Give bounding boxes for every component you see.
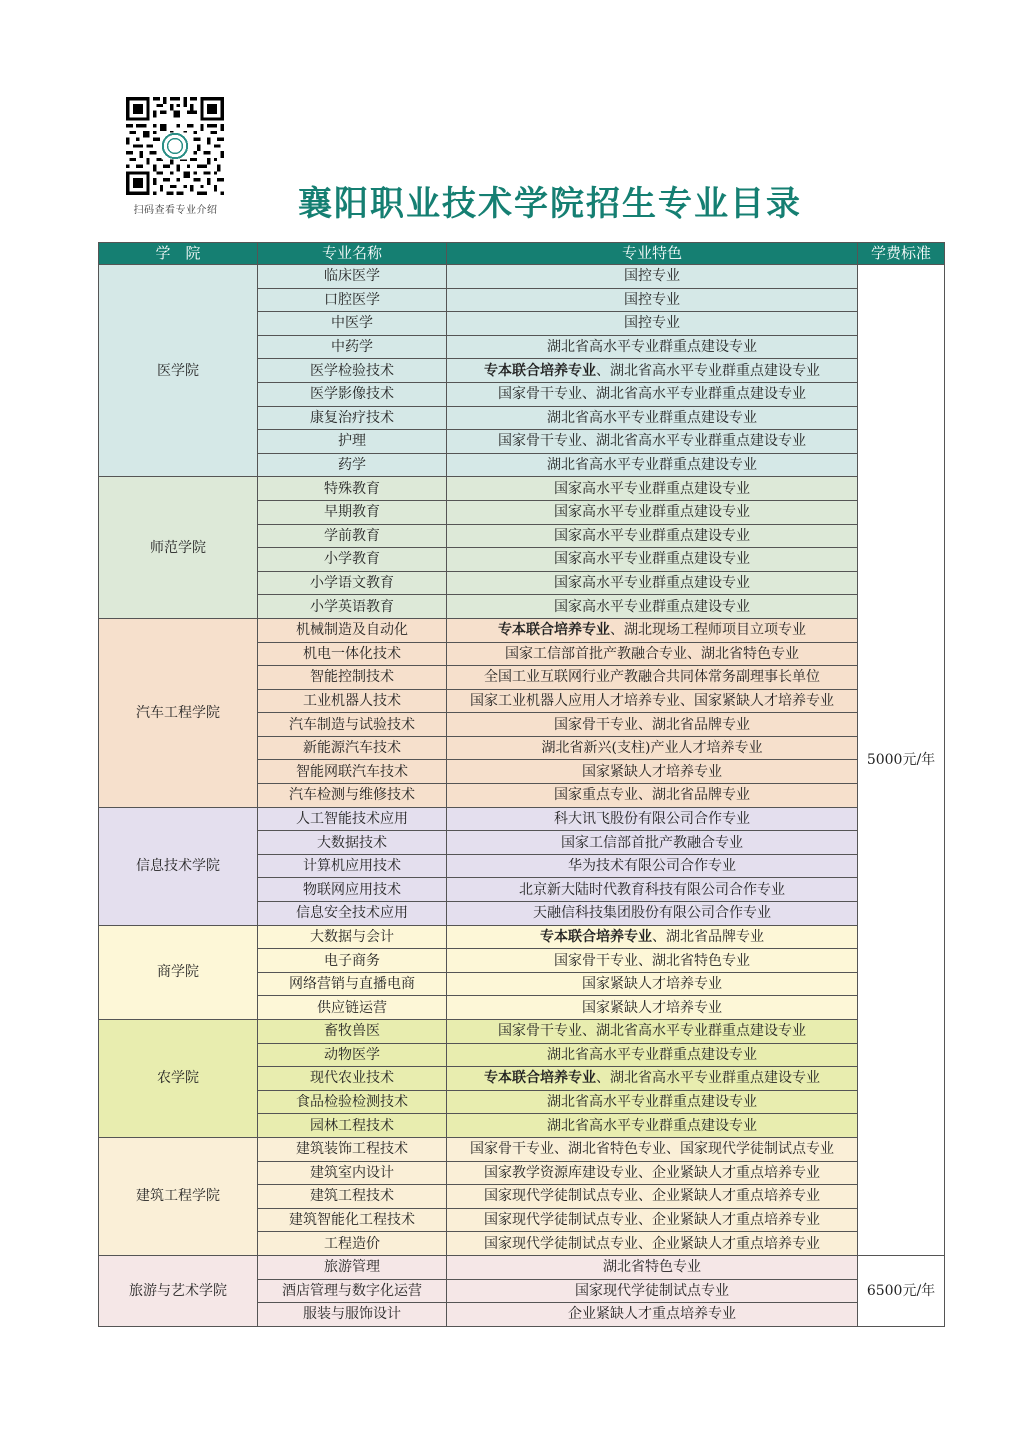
major-name: 酒店管理与数字化运营 xyxy=(258,1279,447,1303)
feature-text: 天融信科技集团股份有限公司合作专业 xyxy=(533,905,771,922)
feature-text: 国家高水平专业群重点建设专业 xyxy=(554,551,750,568)
feature-highlight: 专本联合培养专业 xyxy=(484,1070,596,1087)
major-name: 汽车制造与试验技术 xyxy=(258,713,447,737)
major-feature xyxy=(447,477,858,501)
major-name: 小学英语教育 xyxy=(258,595,447,619)
feature-text: 北京新大陆时代教育科技有限公司合作专业 xyxy=(519,881,785,898)
major-name: 智能控制技术 xyxy=(258,666,447,690)
college-name: 医学院 xyxy=(99,265,258,477)
major-feature xyxy=(447,1137,858,1161)
header-major-feature: 专业特色 xyxy=(447,243,858,265)
table-row xyxy=(99,1020,945,1044)
feature-text: 国家紧缺人才培养专业 xyxy=(582,976,722,993)
major-name: 康复治疗技术 xyxy=(258,406,447,430)
feature-highlight: 专本联合培养专业 xyxy=(540,928,652,945)
feature-text: 国家现代学徒制试点专业 xyxy=(575,1282,729,1299)
feature-text: 国家骨干专业、湖北省高水平专业群重点建设专业 xyxy=(498,1023,806,1040)
major-name: 现代农业技术 xyxy=(258,1067,447,1091)
table-row xyxy=(99,477,945,501)
table-row xyxy=(99,807,945,831)
feature-text: 国家重点专业、湖北省品牌专业 xyxy=(554,787,750,804)
major-name: 中医学 xyxy=(258,312,447,336)
college-name: 汽车工程学院 xyxy=(99,618,258,807)
major-name: 小学教育 xyxy=(258,548,447,572)
feature-text: 国家高水平专业群重点建设专业 xyxy=(554,575,750,592)
major-name: 早期教育 xyxy=(258,500,447,524)
major-name: 药学 xyxy=(258,453,447,477)
feature-text: 国控专业 xyxy=(624,268,680,285)
major-name: 临床医学 xyxy=(258,265,447,289)
major-feature xyxy=(447,736,858,760)
major-feature xyxy=(447,382,858,406)
major-feature xyxy=(447,1232,858,1256)
feature-text: 全国工业互联网行业产教融合共同体常务副理事长单位 xyxy=(484,669,820,686)
major-name: 工程造价 xyxy=(258,1232,447,1256)
major-name: 机械制造及自动化 xyxy=(258,618,447,642)
major-feature xyxy=(447,595,858,619)
major-name: 新能源汽车技术 xyxy=(258,736,447,760)
page-title: 襄阳职业技术学院招生专业目录 xyxy=(298,184,802,224)
major-feature xyxy=(447,713,858,737)
major-name: 服装与服饰设计 xyxy=(258,1303,447,1327)
major-feature xyxy=(447,996,858,1020)
feature-text: 国家骨干专业、湖北省高水平专业群重点建设专业 xyxy=(498,386,806,403)
major-name: 机电一体化技术 xyxy=(258,642,447,666)
major-feature xyxy=(447,1255,858,1279)
feature-text: 湖北省高水平专业群重点建设专业 xyxy=(547,457,757,474)
major-feature xyxy=(447,807,858,831)
major-feature xyxy=(447,1114,858,1138)
major-name: 大数据技术 xyxy=(258,831,447,855)
major-name: 中药学 xyxy=(258,335,447,359)
major-feature xyxy=(447,854,858,878)
major-feature xyxy=(447,335,858,359)
major-name: 护理 xyxy=(258,430,447,454)
feature-text: 湖北省高水平专业群重点建设专业 xyxy=(547,1094,757,1111)
major-feature xyxy=(447,1208,858,1232)
feature-text: 、湖北省高水平专业群重点建设专业 xyxy=(596,1070,820,1087)
college-name: 师范学院 xyxy=(99,477,258,619)
feature-text: 国家骨干专业、湖北省高水平专业群重点建设专业 xyxy=(498,433,806,450)
feature-text: 湖北省新兴(支柱)产业人才培养专业 xyxy=(541,740,763,757)
header-major-name: 专业名称 xyxy=(258,243,447,265)
major-feature xyxy=(447,1185,858,1209)
major-name: 工业机器人技术 xyxy=(258,689,447,713)
major-feature xyxy=(447,689,858,713)
major-name: 物联网应用技术 xyxy=(258,878,447,902)
feature-text: 国家现代学徒制试点专业、企业紧缺人才重点培养专业 xyxy=(484,1235,820,1252)
feature-text: 国家高水平专业群重点建设专业 xyxy=(554,504,750,521)
feature-text: 国家骨干专业、湖北省特色专业 xyxy=(554,952,750,969)
major-name: 医学影像技术 xyxy=(258,382,447,406)
major-feature xyxy=(447,925,858,949)
feature-text: 湖北省高水平专业群重点建设专业 xyxy=(547,409,757,426)
table-body xyxy=(99,265,945,1327)
major-feature xyxy=(447,265,858,289)
major-name: 人工智能技术应用 xyxy=(258,807,447,831)
feature-text: 国家工业机器人应用人才培养专业、国家紧缺人才培养专业 xyxy=(470,692,834,709)
major-name: 小学语文教育 xyxy=(258,571,447,595)
major-feature xyxy=(447,406,858,430)
major-name: 信息安全技术应用 xyxy=(258,902,447,926)
qr-code xyxy=(125,97,225,195)
feature-text: 国家教学资源库建设专业、企业紧缺人才重点培养专业 xyxy=(484,1164,820,1181)
feature-text: 华为技术有限公司合作专业 xyxy=(568,858,736,875)
feature-text: 国家骨干专业、湖北省特色专业、国家现代学徒制试点专业 xyxy=(470,1141,834,1158)
table-row xyxy=(99,1255,945,1279)
major-feature xyxy=(447,1090,858,1114)
feature-text: 国家高水平专业群重点建设专业 xyxy=(554,598,750,615)
feature-text: 企业紧缺人才重点培养专业 xyxy=(568,1306,736,1323)
major-name: 汽车检测与维修技术 xyxy=(258,784,447,808)
feature-text: 国家高水平专业群重点建设专业 xyxy=(554,527,750,544)
table-row xyxy=(99,1137,945,1161)
major-name: 建筑装饰工程技术 xyxy=(258,1137,447,1161)
major-feature xyxy=(447,949,858,973)
feature-text: 国家现代学徒制试点专业、企业紧缺人才重点培养专业 xyxy=(484,1212,820,1229)
major-feature xyxy=(447,288,858,312)
feature-text: 湖北省高水平专业群重点建设专业 xyxy=(547,1117,757,1134)
college-name: 农学院 xyxy=(99,1020,258,1138)
header-tuition: 学费标准 xyxy=(858,243,945,265)
major-feature xyxy=(447,524,858,548)
table-row xyxy=(99,925,945,949)
college-name: 建筑工程学院 xyxy=(99,1137,258,1255)
major-feature xyxy=(447,666,858,690)
major-feature xyxy=(447,1067,858,1091)
major-feature xyxy=(447,571,858,595)
major-name: 食品检验检测技术 xyxy=(258,1090,447,1114)
feature-text: 湖北省高水平专业群重点建设专业 xyxy=(547,339,757,356)
major-feature xyxy=(447,359,858,383)
feature-highlight: 专本联合培养专业 xyxy=(484,362,596,379)
major-feature xyxy=(447,1043,858,1067)
major-feature xyxy=(447,831,858,855)
major-name: 智能网联汽车技术 xyxy=(258,760,447,784)
major-name: 园林工程技术 xyxy=(258,1114,447,1138)
college-name: 信息技术学院 xyxy=(99,807,258,925)
table-header-row xyxy=(99,243,945,265)
qr-caption: 扫码查看专业介绍 xyxy=(133,205,218,216)
major-name: 学前教育 xyxy=(258,524,447,548)
feature-text: 科大讯飞股份有限公司合作专业 xyxy=(554,810,750,827)
major-feature xyxy=(447,878,858,902)
feature-text: 、湖北省高水平专业群重点建设专业 xyxy=(596,362,820,379)
feature-text: 湖北省特色专业 xyxy=(603,1259,701,1276)
feature-text: 湖北省高水平专业群重点建设专业 xyxy=(547,1046,757,1063)
tuition-fee: 6500元/年 xyxy=(858,1255,945,1326)
major-feature xyxy=(447,972,858,996)
feature-text: 、湖北省品牌专业 xyxy=(652,928,764,945)
feature-highlight: 专本联合培养专业 xyxy=(498,622,610,639)
major-feature xyxy=(447,1279,858,1303)
major-name: 动物医学 xyxy=(258,1043,447,1067)
table-row xyxy=(99,618,945,642)
feature-text: 国家骨干专业、湖北省品牌专业 xyxy=(554,716,750,733)
feature-text: 、湖北现场工程师项目立项专业 xyxy=(610,622,806,639)
major-feature xyxy=(447,548,858,572)
major-name: 网络营销与直播电商 xyxy=(258,972,447,996)
major-feature xyxy=(447,500,858,524)
feature-text: 国控专业 xyxy=(624,315,680,332)
feature-text: 国控专业 xyxy=(624,291,680,308)
tuition-fee: 5000元/年 xyxy=(858,265,945,1256)
major-feature xyxy=(447,312,858,336)
feature-text: 国家紧缺人才培养专业 xyxy=(582,763,722,780)
major-name: 供应链运营 xyxy=(258,996,447,1020)
major-feature xyxy=(447,784,858,808)
major-feature xyxy=(447,760,858,784)
college-name: 旅游与艺术学院 xyxy=(99,1255,258,1326)
college-name: 商学院 xyxy=(99,925,258,1019)
feature-text: 国家高水平专业群重点建设专业 xyxy=(554,480,750,497)
feature-text: 国家工信部首批产教融合专业、湖北省特色专业 xyxy=(505,645,799,662)
major-name: 旅游管理 xyxy=(258,1255,447,1279)
major-name: 计算机应用技术 xyxy=(258,854,447,878)
table-row xyxy=(99,265,945,289)
major-feature xyxy=(447,902,858,926)
feature-text: 国家现代学徒制试点专业、企业紧缺人才重点培养专业 xyxy=(484,1188,820,1205)
major-name: 建筑工程技术 xyxy=(258,1185,447,1209)
major-catalog-table xyxy=(98,242,945,1327)
major-name: 畜牧兽医 xyxy=(258,1020,447,1044)
major-feature xyxy=(447,1303,858,1327)
major-name: 建筑室内设计 xyxy=(258,1161,447,1185)
major-name: 医学检验技术 xyxy=(258,359,447,383)
feature-text: 国家工信部首批产教融合专业 xyxy=(561,834,743,851)
major-feature xyxy=(447,642,858,666)
major-feature xyxy=(447,1020,858,1044)
major-name: 电子商务 xyxy=(258,949,447,973)
feature-text: 国家紧缺人才培养专业 xyxy=(582,999,722,1016)
major-feature xyxy=(447,453,858,477)
major-name: 建筑智能化工程技术 xyxy=(258,1208,447,1232)
major-feature xyxy=(447,430,858,454)
major-feature xyxy=(447,618,858,642)
header-college: 学 院 xyxy=(99,243,258,265)
major-feature xyxy=(447,1161,858,1185)
major-name: 特殊教育 xyxy=(258,477,447,501)
major-name: 大数据与会计 xyxy=(258,925,447,949)
major-name: 口腔医学 xyxy=(258,288,447,312)
